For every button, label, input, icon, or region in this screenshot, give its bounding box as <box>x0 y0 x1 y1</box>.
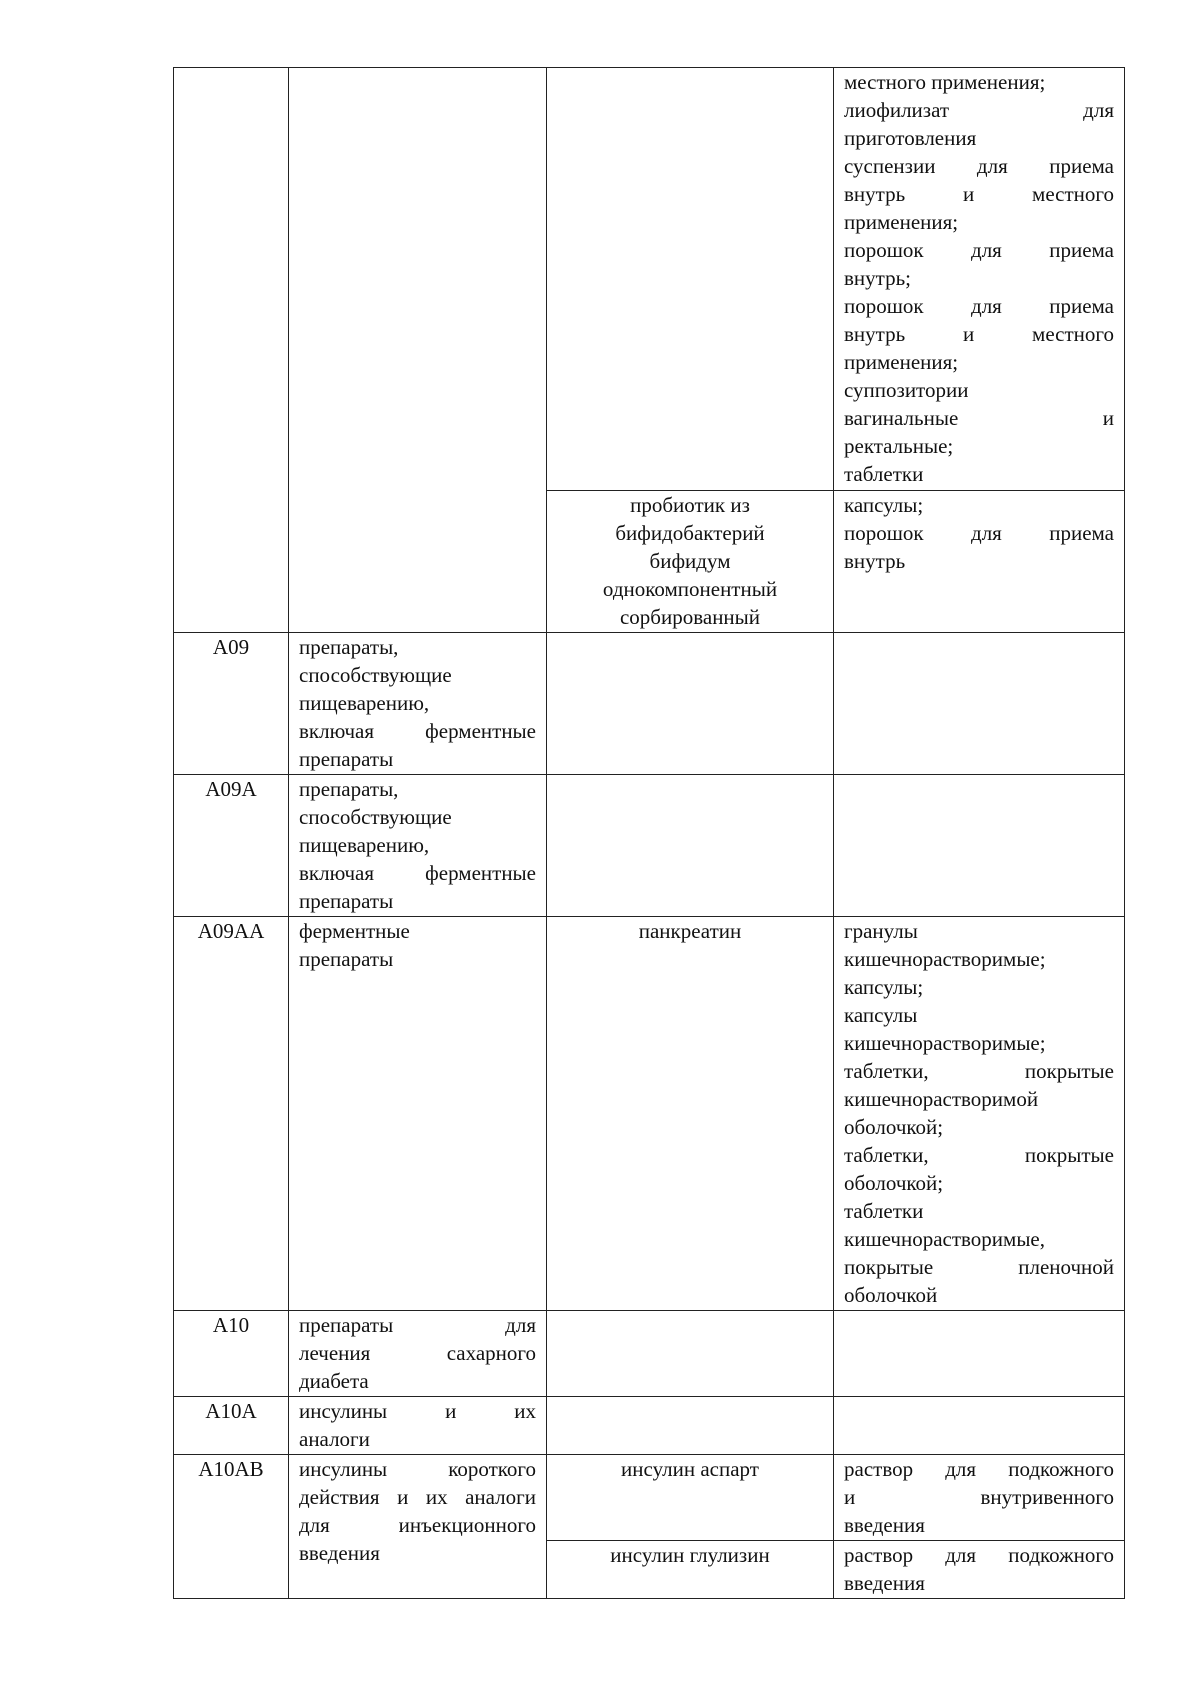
cell-text-line: внутрь; <box>844 266 911 290</box>
cell-text-line: вагинальные и <box>844 406 1114 430</box>
cell-text-line: препараты <box>299 889 394 913</box>
drug-classification-table <box>173 67 1125 1599</box>
cell-text-line: пищеварению, <box>299 833 430 857</box>
table-row <box>174 1455 1125 1541</box>
cell-text-line: таблетки, покрытые <box>844 1143 1114 1167</box>
group-name-cell <box>289 68 547 633</box>
group-name-cell <box>289 1397 547 1455</box>
cell-text-line: порошок для приема <box>844 238 1114 262</box>
cell-text-line: инсулины и их <box>299 1399 536 1423</box>
dosage-form-cell <box>834 1541 1125 1599</box>
atc-code-cell <box>174 68 289 633</box>
cell-text-line: инсулин аспарт <box>621 1457 759 1481</box>
cell-text-line: внутрь <box>844 549 906 573</box>
cell-text-line: суспензии для приема <box>844 154 1114 178</box>
cell-text-line: инсулин глулизин <box>610 1543 770 1567</box>
cell-text-line: бифидобактерий <box>615 521 765 545</box>
cell-text-line: раствор для подкожного <box>844 1457 1114 1481</box>
cell-text-line: сорбированный <box>619 605 761 629</box>
atc-code-cell: A10AB <box>174 1455 289 1599</box>
cell-text-line: аналоги <box>299 1427 370 1451</box>
table-row <box>174 1397 1125 1455</box>
cell-text-line: включая ферментные <box>299 861 536 885</box>
atc-code-cell: A09A <box>174 775 289 917</box>
drug-name-cell <box>547 633 834 775</box>
cell-text-line: пробиотик из <box>630 493 750 517</box>
group-name-cell <box>289 775 547 917</box>
group-name-cell <box>289 1455 547 1599</box>
cell-text-line: диабета <box>299 1369 369 1393</box>
cell-text-line: кишечнорастворимые, <box>844 1227 1046 1251</box>
cell-text-line: лиофилизат для <box>844 98 1114 122</box>
dosage-form-cell <box>834 775 1125 917</box>
cell-text-line: приготовления <box>844 126 977 150</box>
cell-text-line: однокомпонентный <box>602 577 778 601</box>
cell-text-line: и внутривенного <box>844 1485 1114 1509</box>
cell-text-line: препараты, <box>299 635 399 659</box>
group-name-cell <box>289 917 547 1311</box>
cell-text-line: препараты для <box>299 1313 536 1337</box>
cell-text-line: инсулины короткого <box>299 1457 536 1481</box>
drug-name-cell <box>547 1397 834 1455</box>
drug-name-cell <box>547 775 834 917</box>
cell-text-line: порошок для приема <box>844 521 1114 545</box>
cell-text-line: гранулы <box>844 919 918 943</box>
cell-text-line: бифидум <box>649 549 731 573</box>
cell-text-line: покрытые пленочной <box>844 1255 1114 1279</box>
cell-text-line: применения; <box>844 210 959 234</box>
cell-text-line: применения; <box>844 350 959 374</box>
dosage-form-cell <box>834 1311 1125 1397</box>
cell-text-line: препараты <box>299 747 394 771</box>
atc-code-cell: A10 <box>174 1311 289 1397</box>
dosage-form-cell <box>834 917 1125 1311</box>
table-row <box>174 68 1125 491</box>
drug-name-cell <box>547 1541 834 1599</box>
cell-text-line: для инъекционного <box>299 1513 536 1537</box>
drug-name-cell <box>547 491 834 633</box>
group-name-cell <box>289 1311 547 1397</box>
cell-text-line: раствор для подкожного <box>844 1543 1114 1567</box>
drug-name-cell <box>547 1455 834 1541</box>
cell-text-line: панкреатин <box>638 919 742 943</box>
cell-text-line: пищеварению, <box>299 691 430 715</box>
drug-name-cell <box>547 917 834 1311</box>
table-row <box>174 633 1125 775</box>
cell-text-line: порошок для приема <box>844 294 1114 318</box>
cell-text-line: способствующие <box>299 663 452 687</box>
dosage-form-cell <box>834 68 1125 491</box>
cell-text-line: включая ферментные <box>299 719 536 743</box>
cell-text-line: таблетки, покрытые <box>844 1059 1114 1083</box>
cell-text-line: действия и их аналоги <box>299 1485 536 1509</box>
cell-text-line: внутрь и местного <box>844 182 1114 206</box>
cell-text-line: введения <box>844 1513 925 1537</box>
cell-text-line: кишечнорастворимые; <box>844 947 1046 971</box>
cell-text-line: лечения сахарного <box>299 1341 536 1365</box>
cell-text-line: введения <box>844 1571 925 1595</box>
atc-code-cell: A09 <box>174 633 289 775</box>
cell-text-line: кишечнорастворимые; <box>844 1031 1046 1055</box>
cell-text-line: препараты <box>299 947 394 971</box>
cell-text-line: оболочкой <box>844 1283 938 1307</box>
cell-text-line: оболочкой; <box>844 1115 944 1139</box>
cell-text-line: ферментные <box>299 919 410 943</box>
cell-text-line: таблетки <box>844 462 924 486</box>
drug-name-cell <box>547 1311 834 1397</box>
cell-text-line: суппозитории <box>844 378 969 402</box>
cell-text-line: кишечнорастворимой <box>844 1087 1039 1111</box>
table-row <box>174 1311 1125 1397</box>
atc-code-cell: A10A <box>174 1397 289 1455</box>
table-row <box>174 775 1125 917</box>
cell-text-line: местного применения; <box>844 70 1046 94</box>
cell-text-line: оболочкой; <box>844 1171 944 1195</box>
cell-text-line: таблетки <box>844 1199 924 1223</box>
cell-text-line: капсулы; <box>844 493 924 517</box>
cell-text-line: способствующие <box>299 805 452 829</box>
drug-name-cell <box>547 68 834 491</box>
dosage-form-cell <box>834 1455 1125 1541</box>
group-name-cell <box>289 633 547 775</box>
cell-text-line: введения <box>299 1541 380 1565</box>
cell-text-line: внутрь и местного <box>844 322 1114 346</box>
dosage-form-cell <box>834 633 1125 775</box>
dosage-form-cell <box>834 1397 1125 1455</box>
dosage-form-cell <box>834 491 1125 633</box>
cell-text-line: препараты, <box>299 777 399 801</box>
cell-text-line: капсулы; <box>844 975 924 999</box>
atc-code-cell: A09AA <box>174 917 289 1311</box>
cell-text-line: ректальные; <box>844 434 954 458</box>
cell-text-line: капсулы <box>844 1003 918 1027</box>
table-row <box>174 917 1125 1311</box>
